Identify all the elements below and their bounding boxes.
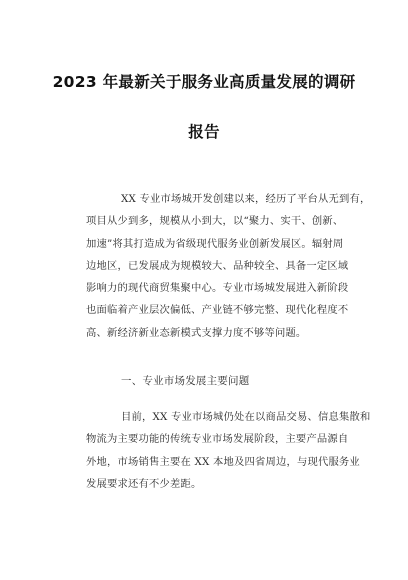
paragraph-line: XX 专业市场城开发创建以来，经历了平台从无到有， <box>121 193 371 205</box>
paragraph-line: 目前，XX 专业市场城仍处在以商品交易、信息集散和 <box>121 411 371 423</box>
section-paragraph <box>86 406 371 495</box>
paragraph-line: 高、新经济新业态新模式支撑力度不够等问题。 <box>86 326 307 339</box>
document-title-line-2: 报告 <box>188 123 220 141</box>
paragraph-line: 也面临着产业层次偏低、产业链不够完整、现代化程度不 <box>86 304 349 317</box>
paragraph-line: 物流为主要功能的传统专业市场发展阶段，主要产品源自 <box>86 433 349 446</box>
paragraph-line: 项目从少到多，规模从小到大，以“聚力、实干、创新、 <box>86 215 344 228</box>
intro-paragraph <box>86 188 371 344</box>
paragraph-line: 边地区，已发展成为规模较大、品种较全、具备一定区域 <box>86 259 349 272</box>
section-heading: 一、专业市场发展主要问题 <box>121 375 250 387</box>
paragraph-line: 发展要求还有不少差距。 <box>86 477 202 490</box>
paragraph-line: 加速”将其打造成为省级现代服务业创新发展区。辐射周 <box>86 237 344 250</box>
paragraph-line: 外地，市场销售主要在 XX 本地及四省周边，与现代服务业 <box>86 455 360 468</box>
document-title-line-1: 2023 年最新关于服务业高质量发展的调研 <box>52 73 356 91</box>
paragraph-line: 影响力的现代商贸集聚中心。专业市场城发展进入新阶段 <box>86 282 349 295</box>
